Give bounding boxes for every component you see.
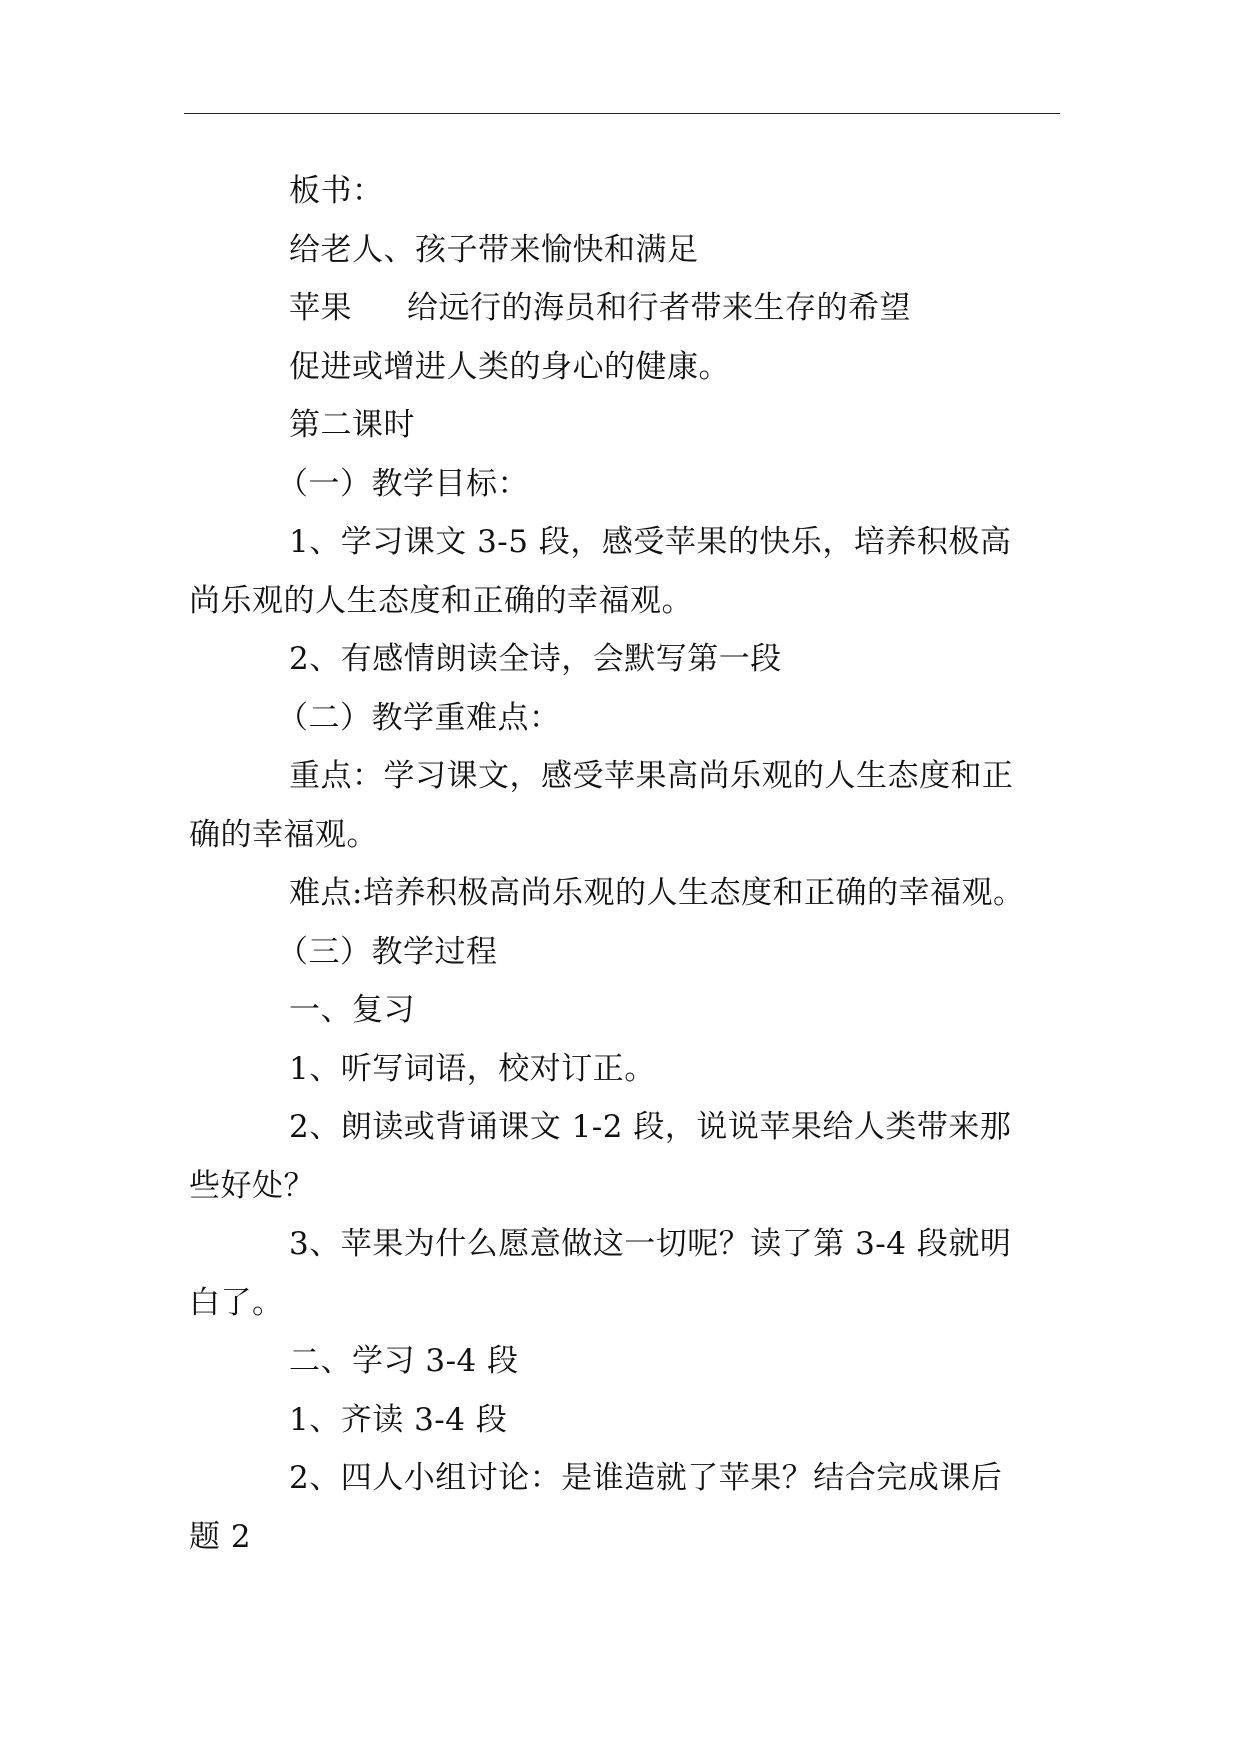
section-heading: 二、学习 3-4 段 bbox=[289, 1343, 519, 1379]
subsection-heading: （二）教学重难点： bbox=[277, 699, 561, 736]
paragraph-line: 1、听写词语，校对订正。 bbox=[289, 1050, 656, 1087]
section-heading: 一、复习 bbox=[289, 992, 415, 1028]
paragraph-line: 题 2 bbox=[189, 1518, 252, 1555]
paragraph-line: 确的幸福观。 bbox=[189, 816, 378, 853]
paragraph-line: 2、朗读或背诵课文 1-2 段，说说苹果给人类带来那 bbox=[289, 1109, 1012, 1145]
paragraph-line: 1、齐读 3-4 段 bbox=[289, 1401, 508, 1438]
paragraph-line: 3、苹果为什么愿意做这一切呢？读了第 3-4 段就明 bbox=[289, 1226, 1012, 1262]
paragraph-line: 白了。 bbox=[189, 1284, 284, 1321]
subsection-heading: （一）教学目标： bbox=[277, 465, 529, 502]
header-rule bbox=[184, 113, 1060, 114]
paragraph-line: 尚乐观的人生态度和正确的幸福观。 bbox=[189, 582, 693, 619]
board-line bbox=[189, 279, 1061, 338]
board-line: 给老人、孩子带来愉快和满足 bbox=[289, 231, 699, 268]
document-body bbox=[189, 162, 1061, 1566]
board-line-text: 给远行的海员和行者带来生存的希望 bbox=[407, 290, 911, 326]
paragraph-line: 2、四人小组讨论：是谁造就了苹果？结合完成课后 bbox=[289, 1460, 1003, 1496]
board-line: 促进或增进人类的身心的健康。 bbox=[289, 348, 730, 385]
section-heading: 第二课时 bbox=[289, 407, 415, 443]
board-label: 苹果 bbox=[289, 290, 352, 326]
paragraph-line: 难点:培养积极高尚乐观的人生态度和正确的幸福观。 bbox=[289, 875, 1025, 911]
paragraph-line: 些好处？ bbox=[189, 1167, 315, 1204]
paragraph-line: 重点：学习课文，感受苹果高尚乐观的人生态度和正 bbox=[289, 758, 1014, 794]
paragraph-line: 2、有感情朗读全诗，会默写第一段 bbox=[289, 641, 782, 677]
paragraph-line: 1、学习课文 3-5 段，感受苹果的快乐，培养积极高 bbox=[289, 524, 1012, 560]
subsection-heading: （三）教学过程 bbox=[277, 933, 498, 970]
board-heading: 板书： bbox=[289, 173, 384, 209]
